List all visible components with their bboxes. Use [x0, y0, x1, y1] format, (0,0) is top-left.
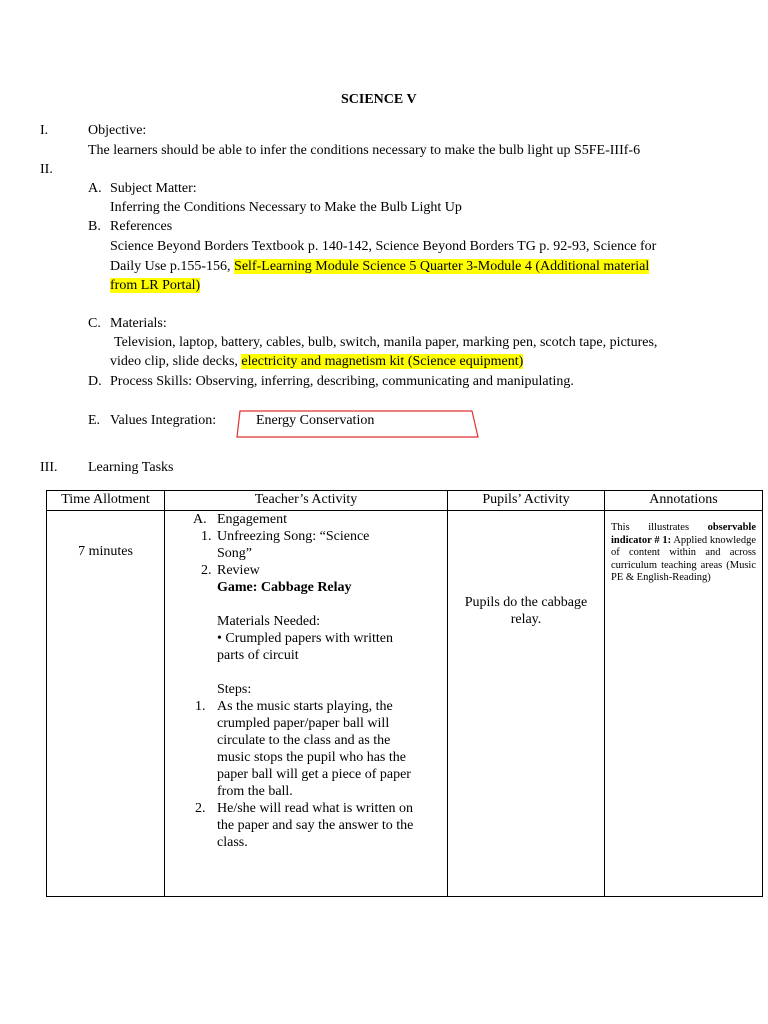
step-2-line-3: class. — [217, 835, 248, 850]
values-marker: E. — [88, 413, 101, 428]
objective-text: The learners should be able to infer the conditions necessary to make the bulb light up S5FE-IIIf-6 — [88, 143, 641, 158]
table-row — [47, 511, 763, 897]
learning-tasks-table — [46, 490, 763, 897]
subject-matter-label: Subject Matter: — [110, 181, 197, 196]
step-2-line-2: the paper and say the answer to the — [217, 818, 414, 833]
time-allotment-cell — [47, 511, 165, 897]
materials-needed-label: Materials Needed: — [217, 614, 321, 629]
steps-label: Steps: — [217, 682, 252, 697]
objective-label: Objective: — [88, 123, 147, 138]
references-marker: B. — [88, 219, 101, 234]
materials-needed-line-1: • Crumpled papers with written — [217, 631, 393, 646]
header-time-allotment: Time Allotment — [47, 491, 165, 511]
references-highlight-cont: from LR Portal) — [110, 278, 201, 293]
step-song: 1. Unfreezing Song: “Science — [201, 529, 370, 544]
materials-line-1: Television, laptop, battery, cables, bulb, switch, manila paper, marking pen, scotch tape, pictures, — [114, 335, 658, 350]
step-1-line-1: 1. As the music starts playing, the — [195, 699, 393, 714]
step-2-line-1: 2. He/she will read what is written on — [195, 801, 413, 816]
step-1-line-3: circulate to the class and as the — [217, 733, 391, 748]
values-text: Energy Conservation — [256, 413, 375, 428]
materials-line-2 — [110, 352, 523, 371]
engagement-heading: A. Engagement — [193, 512, 287, 527]
annotations-cell — [605, 511, 763, 897]
time-value: 7 minutes — [78, 544, 133, 559]
pupils-activity-cell — [448, 511, 605, 897]
page-title: SCIENCE V — [341, 92, 417, 107]
references-line-2 — [110, 257, 649, 276]
header-pupils-activity: Pupils’ Activity — [448, 491, 605, 511]
process-skills-marker: D. — [88, 374, 102, 389]
section-3-number: III. — [40, 460, 58, 475]
step-1-line-6: from the ball. — [217, 784, 293, 799]
step-song-cont: Song” — [217, 546, 252, 561]
annotation-indicator: observable indicator # 1: — [611, 522, 756, 546]
values-box — [236, 410, 480, 438]
references-line-3 — [110, 276, 200, 295]
materials-label: Materials: — [110, 316, 167, 331]
annotation-intro: This illustrates — [611, 522, 708, 533]
references-label: References — [110, 219, 173, 234]
materials-highlight: electricity and magnetism kit (Science equipment) — [241, 354, 524, 369]
learning-tasks-label: Learning Tasks — [88, 460, 174, 475]
game-title: Game: Cabbage Relay — [217, 580, 352, 595]
teachers-activity-cell — [165, 511, 448, 897]
values-label: Values Integration: — [110, 413, 217, 428]
step-review: 2. Review — [201, 563, 260, 578]
process-skills-text: Process Skills: Observing, inferring, describing, communicating and manipulating. — [110, 374, 574, 389]
step-1-line-2: crumpled paper/paper ball will — [217, 716, 390, 731]
section-1-number: I. — [40, 123, 49, 138]
table-header-row — [47, 491, 763, 511]
step-1-line-5: paper ball will get a piece of paper — [217, 767, 411, 782]
subject-matter-text: Inferring the Conditions Necessary to Make the Bulb Light Up — [110, 200, 462, 215]
pupils-activity-line-2: relay. — [510, 612, 542, 627]
references-line-1: Science Beyond Borders Textbook p. 140-142, Science Beyond Borders TG p. 92-93, Science for — [110, 239, 657, 254]
materials-needed-line-2: parts of circuit — [217, 648, 299, 663]
header-annotations: Annotations — [605, 491, 763, 511]
materials-line-2-plain: video clip, slide decks, — [110, 354, 242, 369]
materials-marker: C. — [88, 316, 101, 331]
step-1-line-4: music stops the pupil who has the — [217, 750, 406, 765]
annotation-detail: Applied knowledge of content within and across curriculum teaching areas (Music PE & English-Reading) — [611, 534, 756, 583]
section-2-number: II. — [40, 162, 53, 177]
references-line-2-plain: Daily Use p.155-156, — [110, 259, 235, 274]
pupils-activity-line-1: Pupils do the cabbage — [464, 595, 588, 610]
subject-matter-marker: A. — [88, 181, 102, 196]
header-teachers-activity: Teacher’s Activity — [165, 491, 448, 511]
references-highlight: Self-Learning Module Science 5 Quarter 3-Module 4 (Additional material — [234, 259, 650, 274]
